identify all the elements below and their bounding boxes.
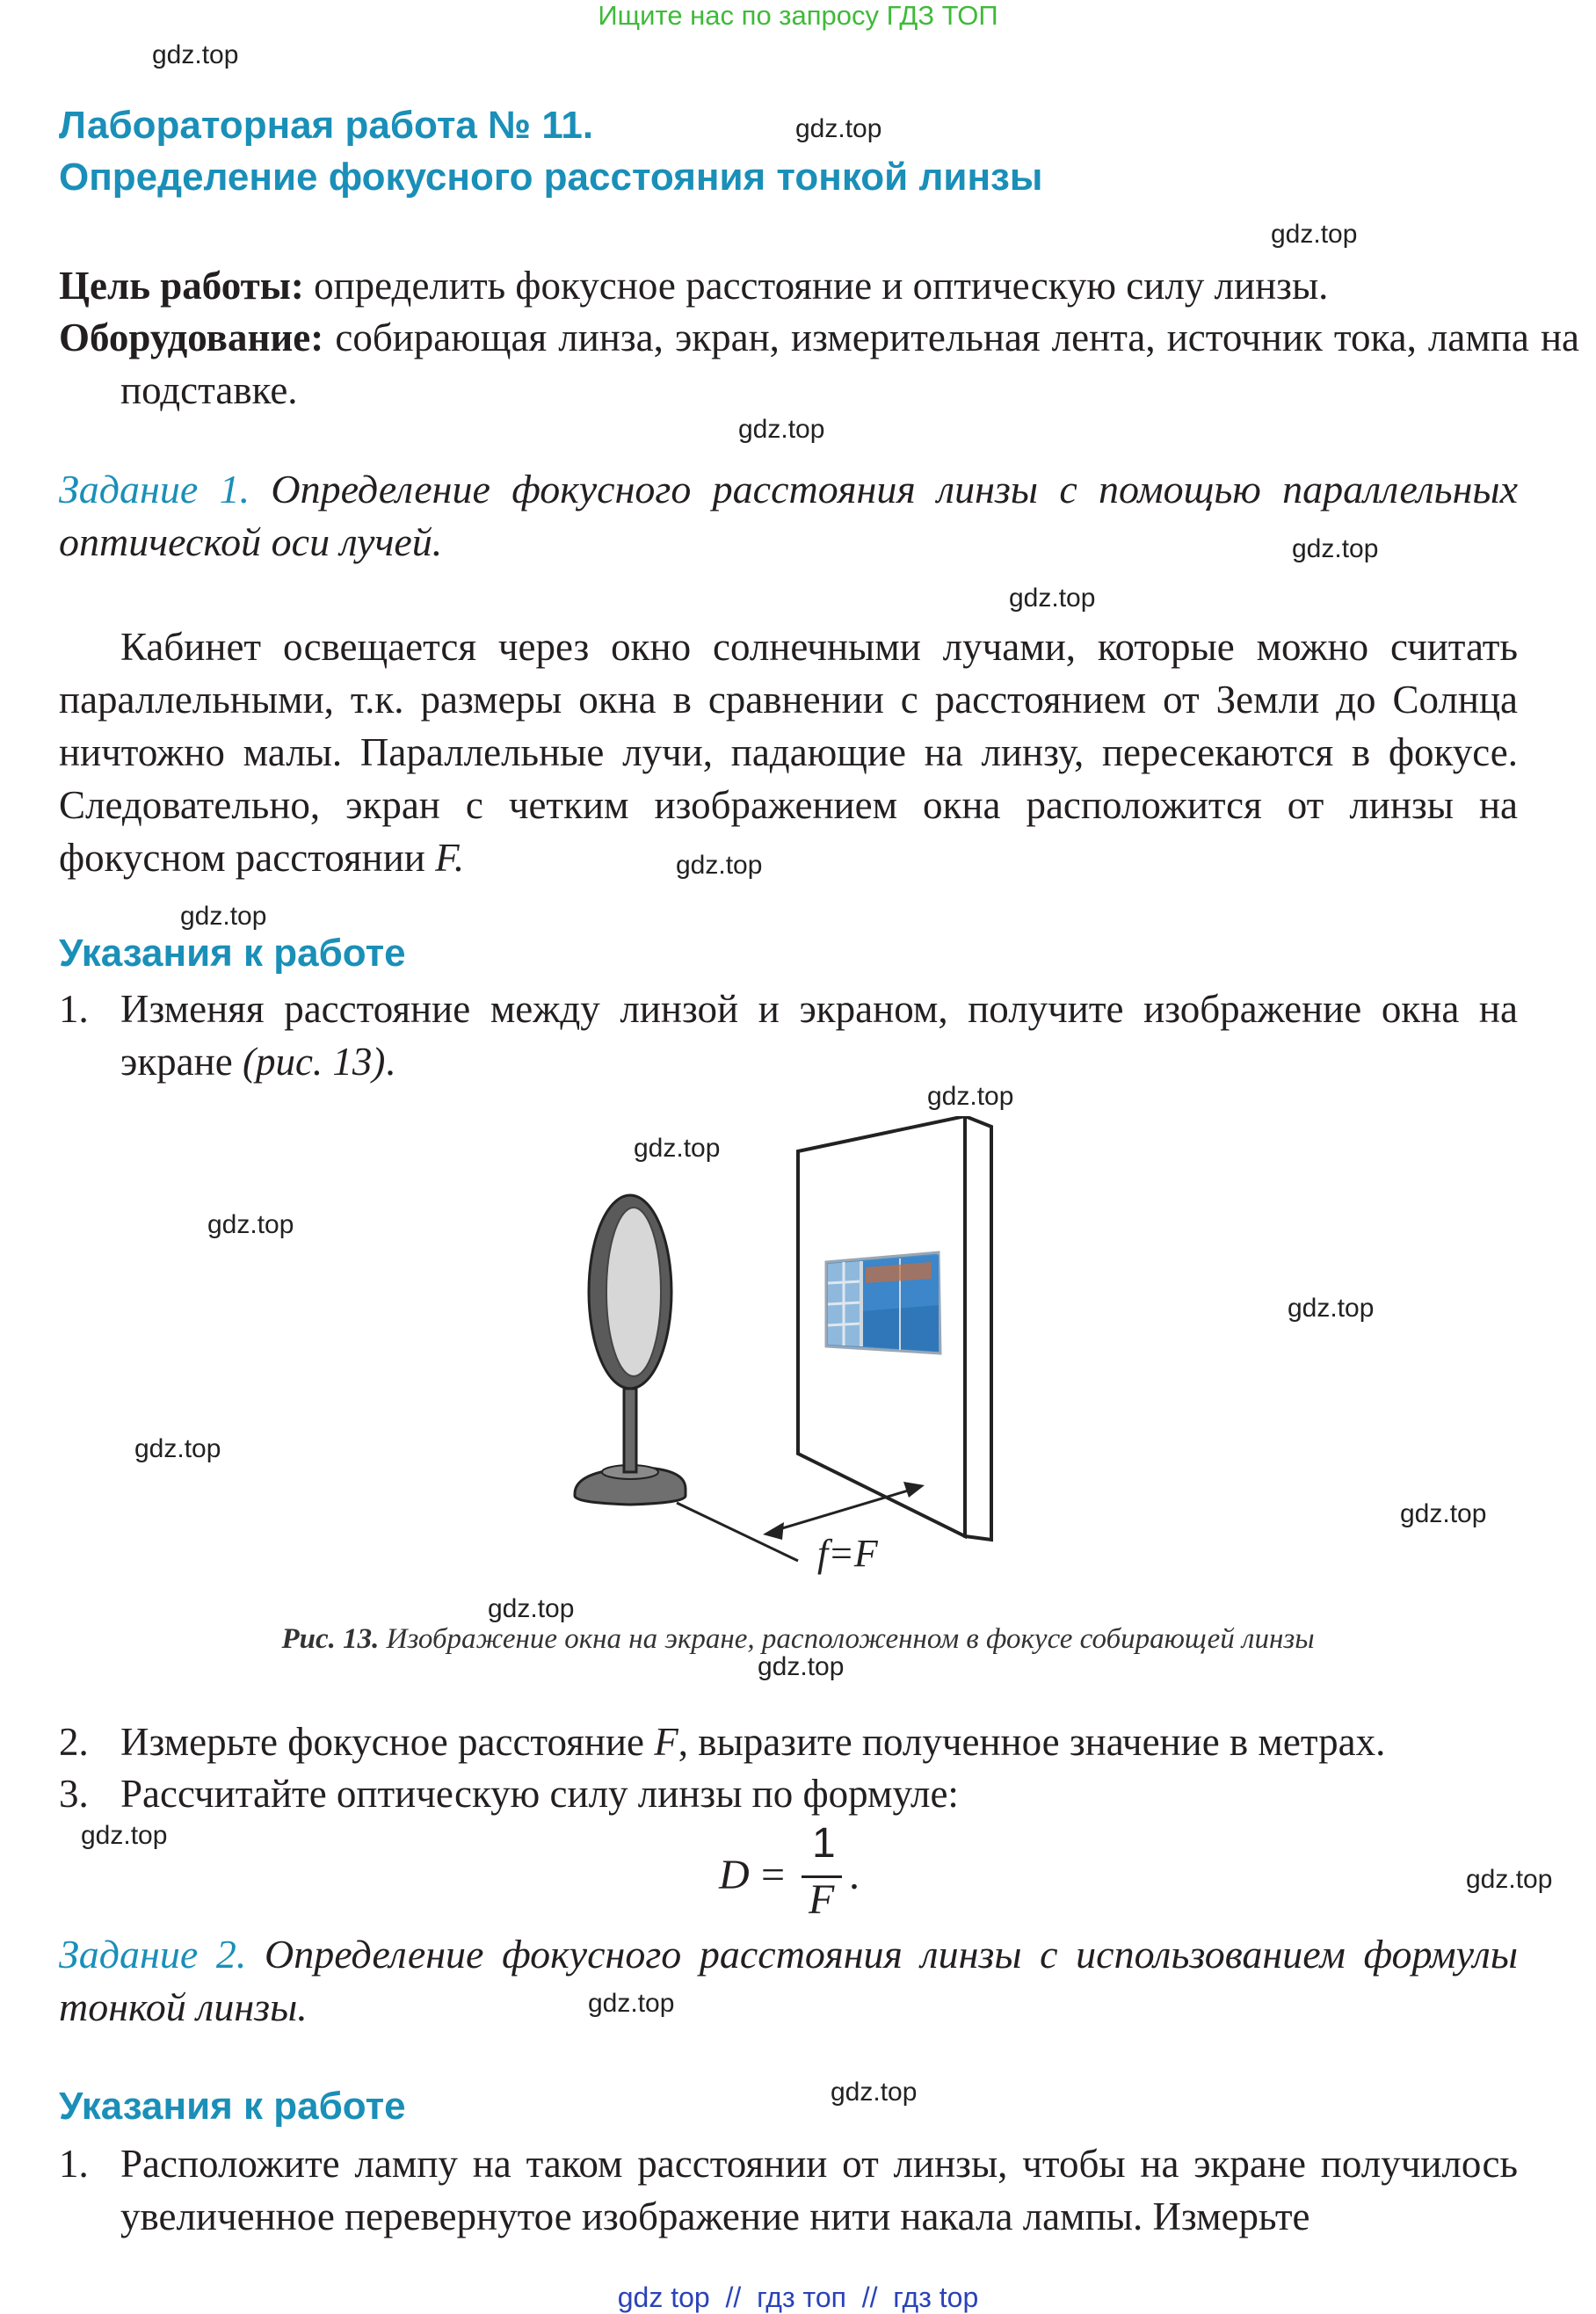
list-number: 2. xyxy=(59,1720,89,1764)
task1-paragraph xyxy=(59,620,1518,884)
list-item xyxy=(59,983,1518,1088)
list-text: Измерьте фокусное расстояние F, выразите полученное значение в метрах. xyxy=(120,1720,1386,1764)
formula-numerator: 1 xyxy=(812,1820,836,1867)
watermark: gdz.top xyxy=(152,40,239,69)
list-text: Изменяя расстояние между линзой и экраном, получите изображение окна на экране (рис. 13). xyxy=(120,987,1518,1084)
list-text: Рассчитайте оптическую силу линзы по формуле: xyxy=(120,1772,959,1816)
watermark: gdz.top xyxy=(795,114,882,143)
watermark: gdz.top xyxy=(1271,220,1358,249)
list-number: 1. xyxy=(59,2142,89,2186)
figure-reference: (рис. 13) xyxy=(242,1040,386,1084)
equipment-paragraph xyxy=(59,311,1579,417)
list-item xyxy=(59,2137,1518,2243)
watermark: gdz.top xyxy=(207,1210,294,1239)
optical-power-formula xyxy=(719,1820,895,1923)
list-number: 3. xyxy=(59,1772,89,1816)
formula-lhs: D xyxy=(719,1852,750,1898)
equipment-text: собирающая линза, экран, измерительная лента, источник тока, лампа на подставке. xyxy=(120,316,1579,412)
watermark: gdz.top xyxy=(927,1082,1014,1111)
goal-text: определить фокусное расстояние и оптическую силу линзы. xyxy=(303,264,1329,308)
goal-paragraph xyxy=(59,259,1518,312)
watermark: gdz.top xyxy=(180,902,267,931)
formula-denominator: F xyxy=(809,1876,835,1923)
watermark: gdz.top xyxy=(488,1594,575,1623)
task2-text: Определение фокусного расстояния линзы с использованием формулы тонкой линзы. xyxy=(59,1932,1518,2029)
list-item xyxy=(59,1767,1518,1820)
watermark: gdz.top xyxy=(1400,1499,1487,1528)
lens-stand xyxy=(624,1389,636,1472)
task2-label: Задание 2. xyxy=(59,1932,247,1977)
watermark: gdz.top xyxy=(1288,1294,1375,1323)
goal-label: Цель работы: xyxy=(59,264,304,308)
top-banner: Ищите нас по запросу ГДЗ ТОП xyxy=(598,0,998,31)
watermark: gdz.top xyxy=(831,2078,918,2107)
arrow-head-left xyxy=(763,1522,784,1540)
watermark: gdz.top xyxy=(1009,584,1096,613)
lab-subtitle: Определение фокусного расстояния тонкой линзы xyxy=(59,156,1043,199)
task1-statement xyxy=(59,463,1518,569)
watermark: gdz.top xyxy=(1292,534,1379,563)
screen-side xyxy=(965,1116,991,1540)
task2-statement xyxy=(59,1928,1518,2034)
watermark: gdz.top xyxy=(634,1134,721,1163)
watermark: gdz.top xyxy=(1466,1865,1553,1894)
bottom-banner: gdz top // гдз топ // гдз top xyxy=(617,2281,979,2313)
instructions-heading: Указания к работе xyxy=(59,932,406,975)
watermark: gdz.top xyxy=(738,415,825,444)
formula-dot: . xyxy=(849,1852,860,1898)
task1-text: Определение фокусного расстояния линзы с помощью параллельных оптической оси лучей. xyxy=(59,467,1518,564)
watermark: gdz.top xyxy=(758,1652,845,1681)
watermark: gdz.top xyxy=(676,851,763,880)
lab-title: Лабораторная работа № 11. xyxy=(59,104,594,147)
list-number: 1. xyxy=(59,987,89,1031)
distance-arrow xyxy=(773,1489,914,1531)
figure-caption xyxy=(0,1623,1596,1656)
instructions-heading: Указания к работе xyxy=(59,2085,406,2128)
focal-variable: F xyxy=(654,1720,678,1764)
task1-paragraph-text: Кабинет освещается через окно солнечными лучами, которые можно считать параллельными, т.к. размеры окна в сравнении с расстоянием от Земли до Солнца ничтожно малы. Параллельные лучи, падающие на линзу, пересекаются в фокусе. Следовательно, экран с четким изображением окна расположится от линзы на фокусном расстоянии xyxy=(59,625,1518,880)
list-text: Расположите лампу на таком расстоянии от линзы, чтобы на экране получилось увеличенное перевернутое изображение нити накала лампы. Измерьте xyxy=(120,2142,1518,2238)
watermark: gdz.top xyxy=(81,1821,168,1850)
focal-variable: F. xyxy=(435,836,465,880)
caption-label: Рис. 13. xyxy=(281,1623,380,1655)
caption-text: Изображение окна на экране, расположенном в фокусе собирающей линзы xyxy=(379,1623,1315,1655)
watermark: gdz.top xyxy=(588,1989,675,2018)
equipment-label: Оборудование: xyxy=(59,316,324,359)
task1-label: Задание 1. xyxy=(59,467,250,511)
window-image xyxy=(826,1252,940,1353)
lens-glass xyxy=(606,1208,661,1376)
figure-13 xyxy=(562,1116,1037,1591)
distance-label: f=F xyxy=(817,1532,878,1575)
formula-equals: = xyxy=(761,1852,786,1898)
watermark: gdz.top xyxy=(134,1434,221,1463)
list-item xyxy=(59,1716,1518,1768)
